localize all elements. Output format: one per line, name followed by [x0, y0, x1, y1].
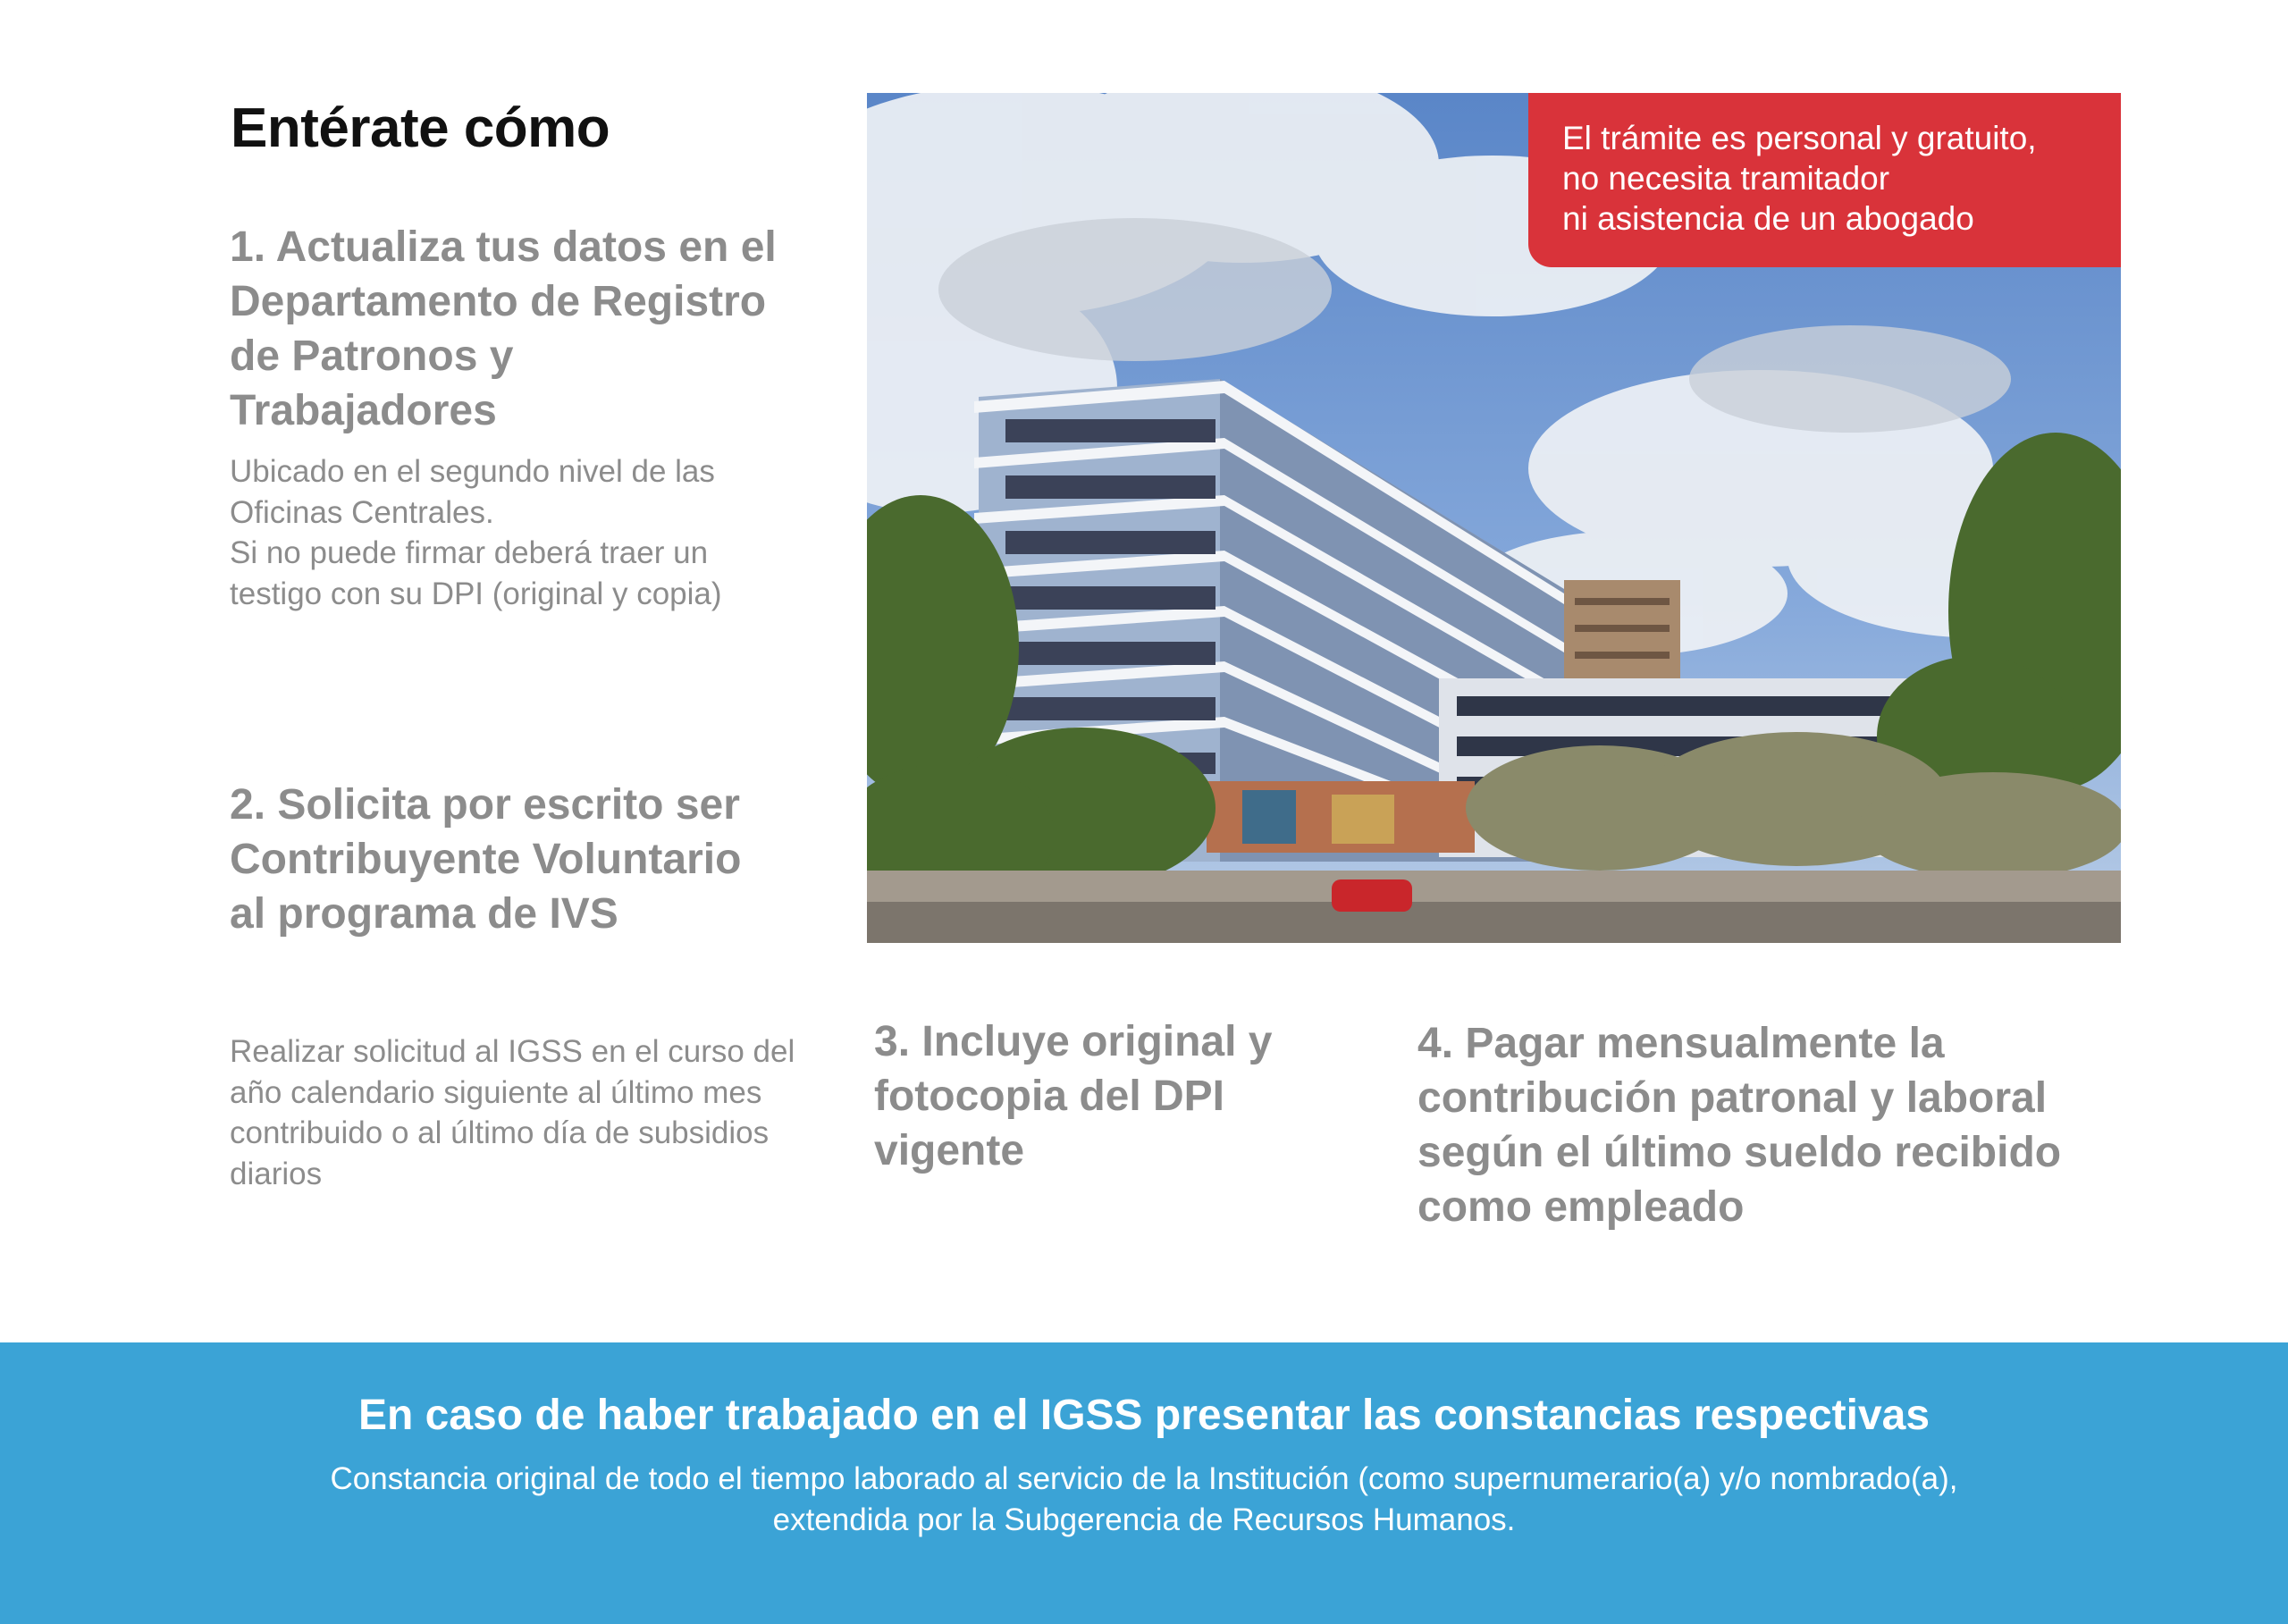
step-3-heading: 3. Incluye original y fotocopia del DPI vigente [874, 1018, 1273, 1174]
notice-line-3: ni asistencia de un abogado [1562, 200, 1974, 237]
page-title: Entérate cómo [231, 97, 610, 159]
notice-line-1: El trámite es personal y gratuito, [1562, 120, 2037, 156]
step-1-line-1: Ubicado en el segundo nivel de las Oficinas Centrales. [230, 454, 715, 530]
step-4-heading: 4. Pagar mensualmente la contribución patronal y laboral según el último sueldo recibido como empleado [1417, 1020, 2062, 1231]
step-1-description [230, 451, 784, 614]
step-2-description: Realizar solicitud al IGSS en el curso del año calendario siguiente al último mes contribuido o al último día de subsidios diarios [230, 1034, 795, 1191]
step-1-line-2: Si no puede firmar deberá traer un testigo con su DPI (original y copia) [230, 535, 722, 611]
footer-banner [0, 1342, 2288, 1624]
free-procedure-notice [1528, 93, 2121, 267]
footer-title: En caso de haber trabajado en el IGSS presentar las constancias respectivas [358, 1392, 1930, 1439]
footer-text: Constancia original de todo el tiempo laborado al servicio de la Institución (como supernumerario(a) y/o nombrado(a), extendida por la Subgerencia de Recursos Humanos. [330, 1461, 1958, 1537]
step-1-heading: 1. Actualiza tus datos en el Departamento de Registro de Patronos y Trabajadores [230, 223, 777, 434]
step-2-heading: 2. Solicita por escrito ser Contribuyente Voluntario al programa de IVS [230, 781, 742, 938]
notice-line-2: no necesita tramitador [1562, 160, 1890, 197]
